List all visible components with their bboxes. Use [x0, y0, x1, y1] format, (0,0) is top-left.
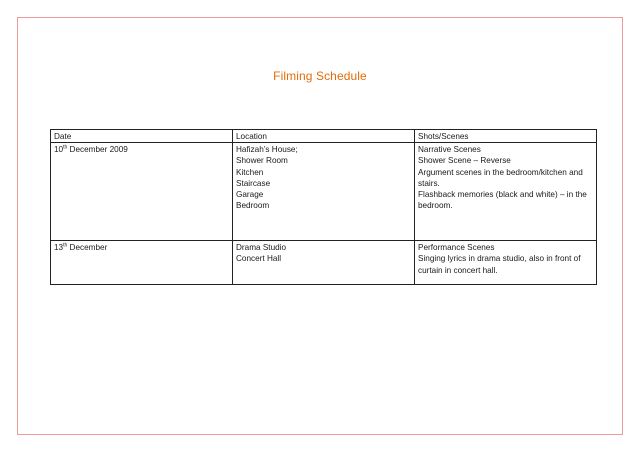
date-day: 13: [54, 243, 64, 253]
location-line: Shower Room: [236, 156, 288, 166]
date-cell: [51, 143, 233, 241]
location-line: Concert Hall: [236, 254, 282, 264]
scene-line: Singing lyrics in drama studio, also in front of curtain in concert hall.: [418, 254, 581, 275]
location-line: Garage: [236, 190, 264, 200]
location-line: Staircase: [236, 178, 271, 188]
scenes-cell: [415, 143, 597, 241]
location-line: Bedroom: [236, 201, 270, 211]
header-date: Date: [51, 130, 233, 143]
scene-line: Flashback memories (black and white) – in the bedroom.: [418, 190, 587, 211]
date-cell: [51, 241, 233, 285]
scenes-cell: [415, 241, 597, 285]
header-shots-scenes: Shots/Scenes: [415, 130, 597, 143]
location-line: Hafizah’s House;: [236, 145, 298, 155]
scene-line: Narrative Scenes: [418, 145, 481, 155]
date-rest: December 2009: [67, 145, 128, 155]
table-row: [51, 143, 597, 241]
location-line: Kitchen: [236, 167, 264, 177]
schedule-table: [50, 129, 597, 285]
date-suffix: th: [63, 144, 68, 151]
date-day: 10: [54, 145, 64, 155]
table-row: [51, 241, 597, 285]
table-header-row: [51, 130, 597, 143]
scene-line: Performance Scenes: [418, 243, 495, 253]
document-title: Filming Schedule: [273, 69, 367, 83]
scene-line: Argument scenes in the bedroom/kitchen and stairs.: [418, 167, 583, 188]
date-suffix: th: [63, 242, 68, 249]
date-rest: December: [67, 243, 108, 253]
location-cell: [233, 241, 415, 285]
location-line: Drama Studio: [236, 243, 287, 253]
header-location: Location: [233, 130, 415, 143]
scene-line: Shower Scene – Reverse: [418, 156, 511, 166]
location-cell: [233, 143, 415, 241]
